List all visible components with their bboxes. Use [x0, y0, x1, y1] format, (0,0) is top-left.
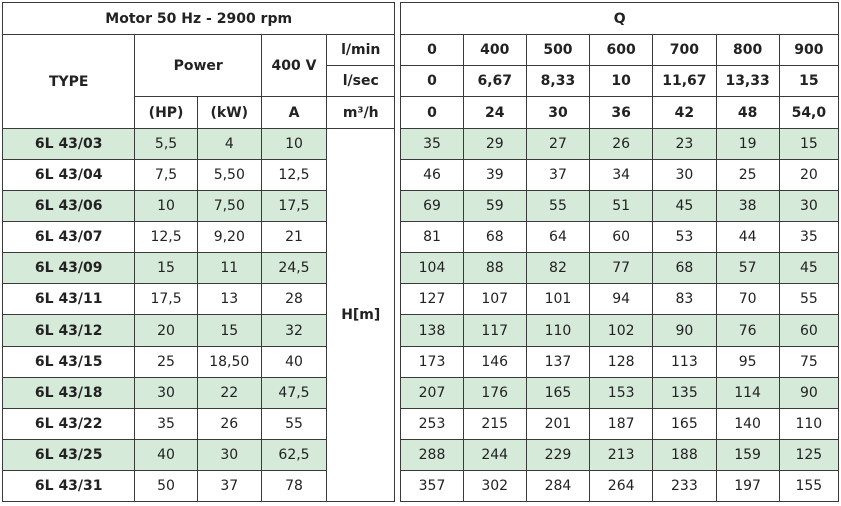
head-value-cell: 284 [526, 470, 589, 501]
type-cell: 6L 43/25 [3, 439, 135, 470]
kw-header: (kW) [197, 97, 261, 129]
kw-cell: 26 [197, 408, 261, 439]
kw-cell: 7,50 [197, 191, 261, 222]
head-value-cell: 165 [653, 408, 716, 439]
hp-cell: 20 [135, 315, 197, 346]
head-value-cell: 229 [526, 439, 589, 470]
head-value-cell: 173 [401, 346, 463, 377]
kw-cell: 22 [197, 377, 261, 408]
head-value-cell: 44 [716, 222, 779, 253]
flow-lsec-cell: 11,67 [653, 66, 716, 97]
head-value-cell: 104 [401, 253, 463, 284]
table-row [3, 160, 839, 191]
head-value-cell: 101 [526, 284, 589, 315]
head-value-cell: 128 [590, 346, 653, 377]
table-row [3, 439, 839, 470]
flow-m3h-cell: 54,0 [779, 97, 838, 129]
kw-cell: 4 [197, 129, 261, 160]
head-value-cell: 75 [779, 346, 838, 377]
head-value-cell: 137 [526, 346, 589, 377]
amp-cell: 24,5 [261, 253, 326, 284]
flow-m3h-cell: 24 [463, 97, 526, 129]
pump-performance-table [2, 2, 839, 502]
head-value-cell: 23 [653, 129, 716, 160]
head-value-cell: 38 [716, 191, 779, 222]
head-value-cell: 197 [716, 470, 779, 501]
amp-cell: 28 [261, 284, 326, 315]
head-value-cell: 45 [779, 253, 838, 284]
type-cell: 6L 43/22 [3, 408, 135, 439]
flow-lmin-cell: 0 [401, 35, 463, 66]
head-value-cell: 26 [590, 129, 653, 160]
head-value-cell: 102 [590, 315, 653, 346]
head-value-cell: 140 [716, 408, 779, 439]
head-value-cell: 30 [779, 191, 838, 222]
head-value-cell: 127 [401, 284, 463, 315]
type-cell: 6L 43/15 [3, 346, 135, 377]
head-value-cell: 64 [526, 222, 589, 253]
head-value-cell: 90 [779, 377, 838, 408]
table-row [3, 346, 839, 377]
table-row [3, 408, 839, 439]
head-value-cell: 253 [401, 408, 463, 439]
head-value-cell: 35 [401, 129, 463, 160]
head-value-cell: 207 [401, 377, 463, 408]
head-value-cell: 20 [779, 160, 838, 191]
head-value-cell: 25 [716, 160, 779, 191]
type-cell: 6L 43/18 [3, 377, 135, 408]
head-value-cell: 51 [590, 191, 653, 222]
head-value-cell: 117 [463, 315, 526, 346]
kw-cell: 37 [197, 470, 261, 501]
head-value-cell: 90 [653, 315, 716, 346]
pump-rows [3, 129, 839, 502]
flow-lmin-cell: 400 [463, 35, 526, 66]
flow-lsec-cell: 15 [779, 66, 838, 97]
table-row [3, 191, 839, 222]
amp-cell: 21 [261, 222, 326, 253]
head-value-cell: 81 [401, 222, 463, 253]
kw-cell: 9,20 [197, 222, 261, 253]
hp-cell: 5,5 [135, 129, 197, 160]
hp-cell: 30 [135, 377, 197, 408]
head-value-cell: 187 [590, 408, 653, 439]
amp-cell: 32 [261, 315, 326, 346]
hp-cell: 25 [135, 346, 197, 377]
unit-m3h-label: m³/h [327, 97, 395, 129]
head-value-cell: 288 [401, 439, 463, 470]
head-value-cell: 53 [653, 222, 716, 253]
kw-cell: 11 [197, 253, 261, 284]
motor-header: Motor 50 Hz - 2900 rpm [3, 3, 395, 35]
hp-cell: 12,5 [135, 222, 197, 253]
head-value-cell: 138 [401, 315, 463, 346]
table-row [3, 253, 839, 284]
head-value-cell: 35 [779, 222, 838, 253]
flow-lsec-cell: 10 [590, 66, 653, 97]
type-cell: 6L 43/04 [3, 160, 135, 191]
head-value-cell: 110 [779, 408, 838, 439]
flow-lsec-cell: 0 [401, 66, 463, 97]
power-header: Power [135, 35, 261, 97]
head-value-cell: 29 [463, 129, 526, 160]
flow-lmin-cell: 500 [526, 35, 589, 66]
head-value-cell: 55 [779, 284, 838, 315]
unit-lmin-label: l/min [327, 35, 395, 66]
flow-m3h-cell: 36 [590, 97, 653, 129]
head-value-cell: 201 [526, 408, 589, 439]
head-value-cell: 95 [716, 346, 779, 377]
amp-cell: 12,5 [261, 160, 326, 191]
head-value-cell: 45 [653, 191, 716, 222]
hp-cell: 50 [135, 470, 197, 501]
head-value-cell: 188 [653, 439, 716, 470]
amp-header: A [261, 97, 326, 129]
amp-cell: 47,5 [261, 377, 326, 408]
hp-cell: 15 [135, 253, 197, 284]
flow-m3h-cell: 30 [526, 97, 589, 129]
head-value-cell: 60 [590, 222, 653, 253]
head-value-cell: 19 [716, 129, 779, 160]
table-row [3, 284, 839, 315]
hp-cell: 10 [135, 191, 197, 222]
amp-cell: 78 [261, 470, 326, 501]
amp-cell: 10 [261, 129, 326, 160]
flow-lmin-cell: 600 [590, 35, 653, 66]
head-value-cell: 153 [590, 377, 653, 408]
unit-lsec-label: l/sec [327, 66, 395, 97]
head-value-cell: 46 [401, 160, 463, 191]
type-cell: 6L 43/12 [3, 315, 135, 346]
head-value-cell: 94 [590, 284, 653, 315]
flow-m3h-cell: 48 [716, 97, 779, 129]
amp-cell: 62,5 [261, 439, 326, 470]
head-value-cell: 165 [526, 377, 589, 408]
head-value-cell: 39 [463, 160, 526, 191]
flow-lsec-cell: 6,67 [463, 66, 526, 97]
flow-lmin-cell: 800 [716, 35, 779, 66]
head-value-cell: 125 [779, 439, 838, 470]
hp-cell: 40 [135, 439, 197, 470]
head-value-cell: 77 [590, 253, 653, 284]
table-row [3, 377, 839, 408]
hp-cell: 17,5 [135, 284, 197, 315]
table-row [3, 129, 839, 160]
head-value-cell: 146 [463, 346, 526, 377]
kw-cell: 13 [197, 284, 261, 315]
kw-cell: 15 [197, 315, 261, 346]
amp-cell: 17,5 [261, 191, 326, 222]
head-value-cell: 159 [716, 439, 779, 470]
type-cell: 6L 43/09 [3, 253, 135, 284]
head-value-cell: 57 [716, 253, 779, 284]
head-value-cell: 135 [653, 377, 716, 408]
head-value-cell: 70 [716, 284, 779, 315]
head-value-cell: 113 [653, 346, 716, 377]
head-value-cell: 114 [716, 377, 779, 408]
head-value-cell: 155 [779, 470, 838, 501]
hp-cell: 35 [135, 408, 197, 439]
head-label: H[m] [327, 129, 395, 502]
flow-lsec-cell: 8,33 [526, 66, 589, 97]
kw-cell: 18,50 [197, 346, 261, 377]
voltage-header: 400 V [261, 35, 326, 97]
head-value-cell: 233 [653, 470, 716, 501]
head-value-cell: 76 [716, 315, 779, 346]
head-value-cell: 244 [463, 439, 526, 470]
head-value-cell: 110 [526, 315, 589, 346]
head-value-cell: 68 [653, 253, 716, 284]
head-value-cell: 215 [463, 408, 526, 439]
amp-cell: 40 [261, 346, 326, 377]
head-value-cell: 264 [590, 470, 653, 501]
head-value-cell: 213 [590, 439, 653, 470]
head-value-cell: 107 [463, 284, 526, 315]
table-row [3, 315, 839, 346]
table-row [3, 470, 839, 501]
kw-cell: 30 [197, 439, 261, 470]
hp-cell: 7,5 [135, 160, 197, 191]
flow-lmin-cell: 900 [779, 35, 838, 66]
flow-m3h-cell: 42 [653, 97, 716, 129]
q-header: Q [401, 3, 839, 35]
amp-cell: 55 [261, 408, 326, 439]
head-value-cell: 69 [401, 191, 463, 222]
head-value-cell: 34 [590, 160, 653, 191]
type-cell: 6L 43/31 [3, 470, 135, 501]
head-value-cell: 55 [526, 191, 589, 222]
head-value-cell: 15 [779, 129, 838, 160]
flow-m3h-cell: 0 [401, 97, 463, 129]
flow-lsec-cell: 13,33 [716, 66, 779, 97]
table-row [3, 222, 839, 253]
type-cell: 6L 43/03 [3, 129, 135, 160]
head-value-cell: 60 [779, 315, 838, 346]
kw-cell: 5,50 [197, 160, 261, 191]
head-value-cell: 30 [653, 160, 716, 191]
head-value-cell: 82 [526, 253, 589, 284]
head-value-cell: 88 [463, 253, 526, 284]
flow-lmin-cell: 700 [653, 35, 716, 66]
head-value-cell: 37 [526, 160, 589, 191]
type-cell: 6L 43/07 [3, 222, 135, 253]
head-value-cell: 27 [526, 129, 589, 160]
hp-header: (HP) [135, 97, 197, 129]
head-value-cell: 357 [401, 470, 463, 501]
head-value-cell: 302 [463, 470, 526, 501]
head-value-cell: 176 [463, 377, 526, 408]
type-header: TYPE [3, 35, 135, 129]
head-value-cell: 83 [653, 284, 716, 315]
head-value-cell: 68 [463, 222, 526, 253]
type-cell: 6L 43/06 [3, 191, 135, 222]
type-cell: 6L 43/11 [3, 284, 135, 315]
head-value-cell: 59 [463, 191, 526, 222]
